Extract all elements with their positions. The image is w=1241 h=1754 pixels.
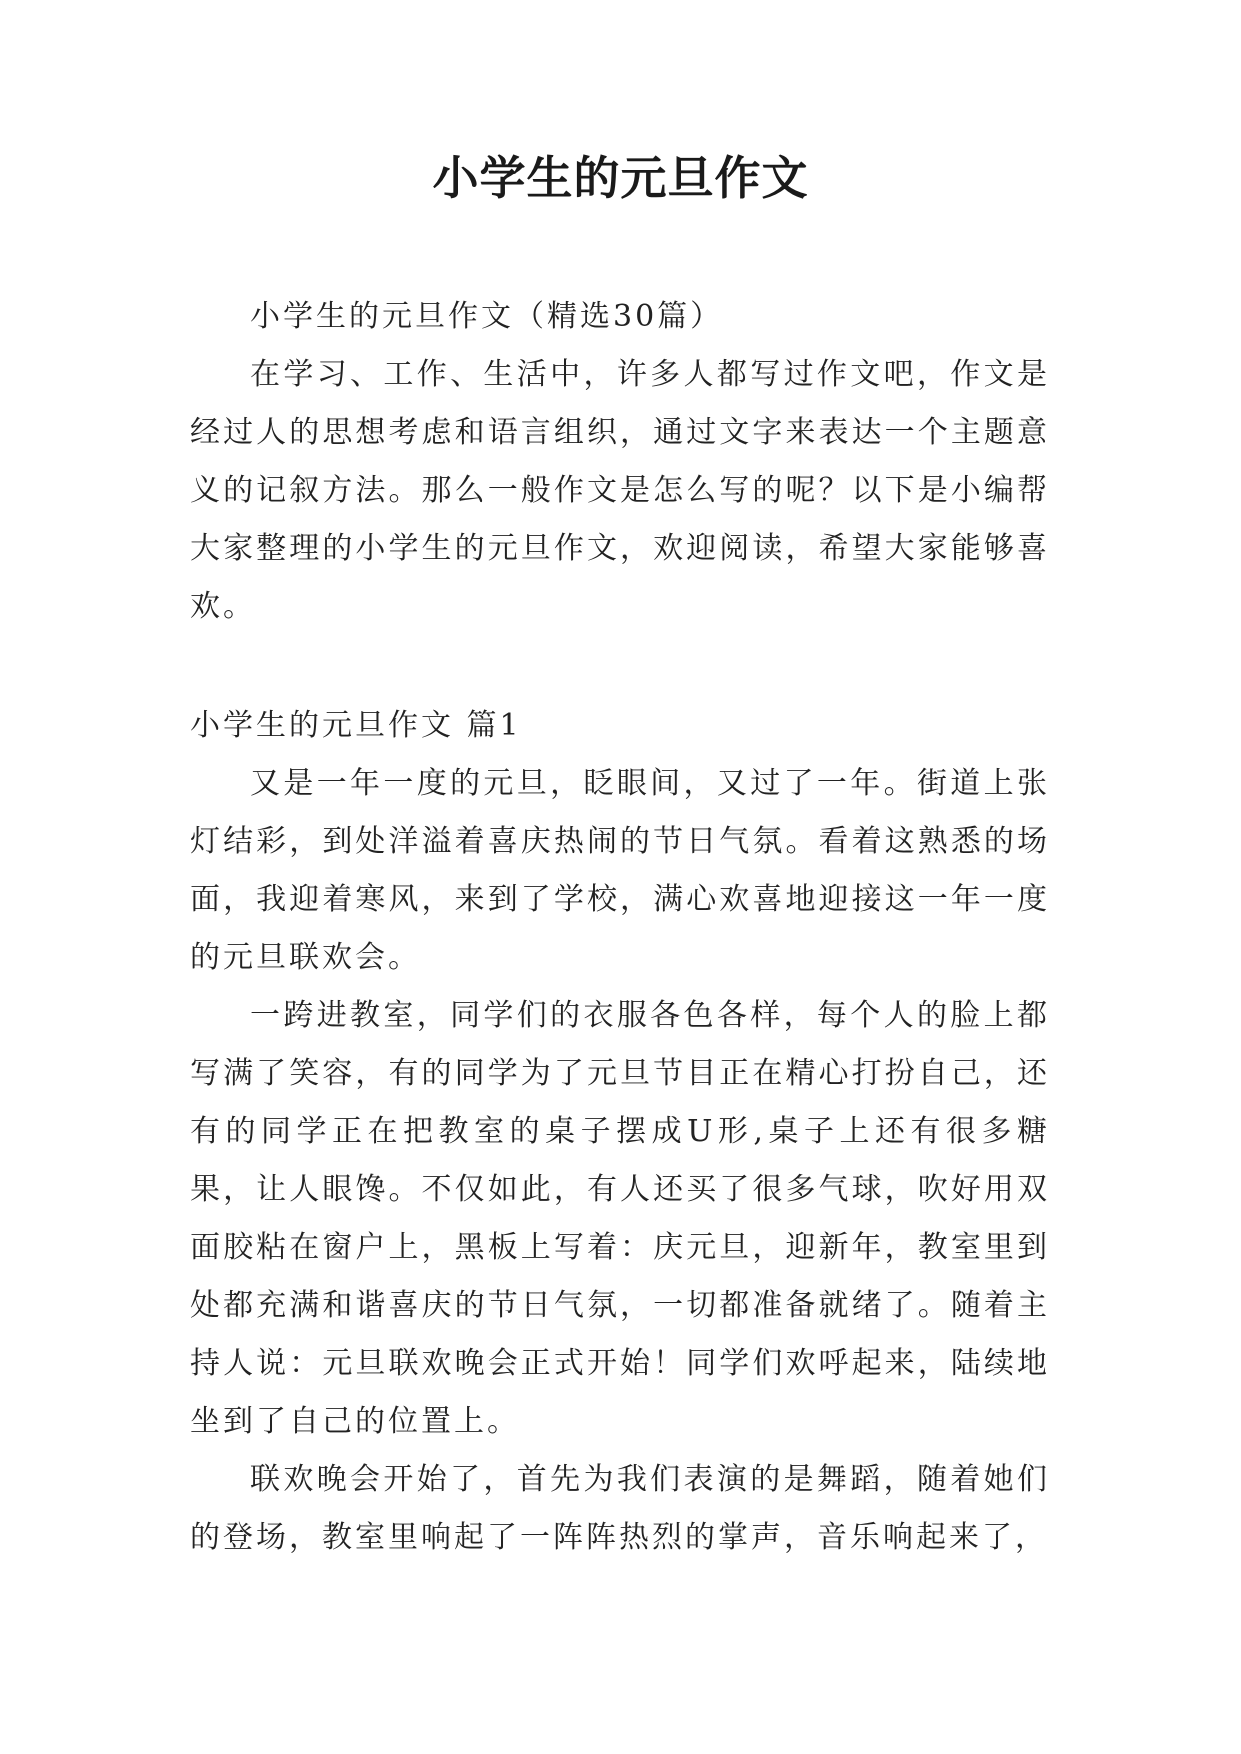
essay-paragraph-2: 一跨进教室，同学们的衣服各色各样，每个人的脸上都写满了笑容，有的同学为了元旦节目正在精心打扮自己，还有的同学正在把教室的桌子摆成U形,桌子上还有很多糖果，让人眼馋。不仅如此，有人还买了很多气球，吹好用双面胶粘在窗户上，黑板上写着：庆元旦，迎新年，教室里到处都充满和谐喜庆的节日气氛，一切都准备就绪了。随着主持人说：元旦联欢晚会正式开始！同学们欢呼起来，陆续地坐到了自己的位置上。 <box>190 998 1050 1439</box>
essay-section <box>190 697 1050 1567</box>
essay-paragraph-1: 又是一年一度的元旦，眨眼间，又过了一年。街道上张灯结彩，到处洋溢着喜庆热闹的节日气氛。看着这熟悉的场面，我迎着寒风，来到了学校，满心欢喜地迎接这一年一度的元旦联欢会。 <box>190 766 1050 975</box>
document-title: 小学生的元旦作文 <box>432 151 809 205</box>
intro-paragraph: 在学习、工作、生活中，许多人都写过作文吧，作文是经过人的思想考虑和语言组织，通过文字来表达一个主题意义的记叙方法。那么一般作文是怎么写的呢？以下是小编帮大家整理的小学生的元旦作文，欢迎阅读，希望大家能够喜欢。 <box>190 357 1050 624</box>
essay-paragraph-3: 联欢晚会开始了，首先为我们表演的是舞蹈，随着她们的登场，教室里响起了一阵阵热烈的掌声，音乐响起来了， <box>190 1462 1050 1555</box>
document-subtitle: 小学生的元旦作文（精选30篇） <box>250 299 724 334</box>
intro-block <box>190 288 1050 636</box>
section-heading: 小学生的元旦作文 篇1 <box>190 708 522 743</box>
